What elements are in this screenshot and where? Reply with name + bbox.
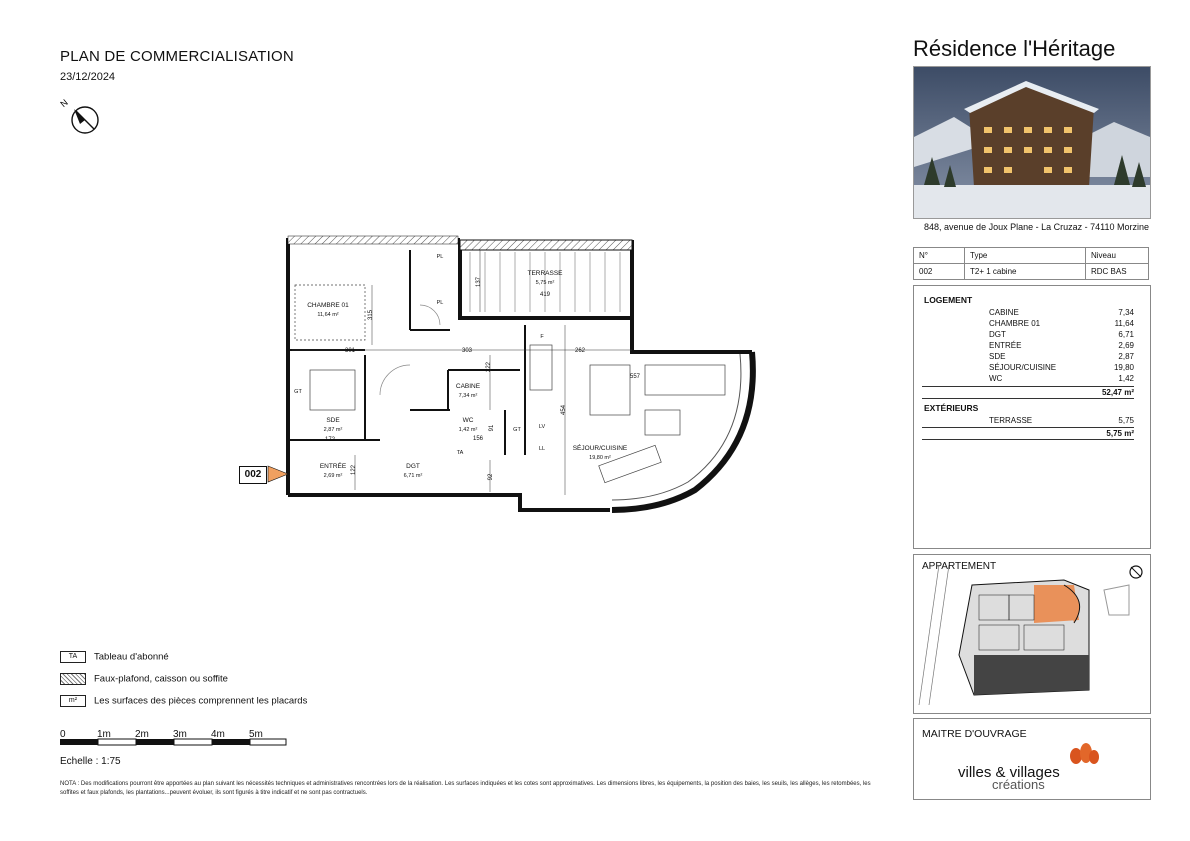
lot-level: RDC BAS: [1086, 264, 1149, 280]
dim-label: 303: [461, 348, 473, 354]
header-type: Type: [965, 248, 1086, 264]
legend-item: TA Tableau d'abonné: [60, 651, 169, 665]
room-label: CHAMBRE 01: [307, 302, 349, 309]
minimap-label: APPARTEMENT: [922, 561, 997, 572]
entry-arrow-icon: [268, 466, 288, 482]
surface-row: WC 1,42: [989, 374, 1134, 383]
legend-box: TA: [60, 651, 86, 663]
lot-number: 002: [914, 264, 965, 280]
surface-row: SDE 2,87: [989, 352, 1134, 361]
room-area: 11,64 m²: [317, 312, 339, 318]
dim-label: 92: [488, 473, 494, 481]
dim-label: 137: [476, 276, 482, 288]
room-label: TERRASSE: [527, 270, 563, 277]
lot-info-table: [913, 247, 1149, 280]
north-label: N: [58, 97, 70, 110]
surface-row: DGT 6,71: [989, 330, 1134, 339]
room-area: 19,80 m²: [589, 455, 611, 461]
scale-label: 4m: [211, 729, 225, 740]
surface-row: CHAMBRE 01 11,64: [989, 319, 1134, 328]
dim-label: 315: [368, 309, 374, 321]
scale-label: 1m: [97, 729, 111, 740]
header-niveau: Niveau: [1086, 248, 1149, 264]
exterieurs-total: 5,75 m²: [922, 427, 1134, 440]
dim-label: 172: [324, 437, 336, 443]
room-label: SÉJOUR/CUISINE: [572, 445, 628, 452]
header-num: N°: [914, 248, 965, 264]
room-label: WC: [462, 417, 474, 424]
legend-item: Faux-plafond, caisson ou soffite: [60, 673, 228, 687]
fixture-label: LV: [538, 424, 546, 430]
surface-row: TERRASSE 5,75: [989, 416, 1134, 425]
room-area: 5,75 m²: [535, 280, 555, 286]
fixture-label: F: [540, 334, 544, 340]
north-compass-icon: [58, 94, 102, 138]
room-label: ENTRÉE: [319, 463, 347, 470]
dim-label: 122: [351, 464, 357, 476]
room-label: CABINE: [455, 383, 481, 390]
dim-label: 222: [486, 361, 492, 373]
fixture-label: GT: [513, 427, 521, 433]
dim-label: 557: [629, 374, 641, 380]
fixture-label: LL: [538, 446, 546, 452]
residence-address: 848, avenue de Joux Plane - La Cruzaz - 74110 Morzine: [924, 222, 1149, 232]
floor-plan: [240, 228, 800, 528]
dim-label: 262: [574, 348, 586, 354]
surface-row: ENTRÉE 2,69: [989, 341, 1134, 350]
dim-label: 156: [472, 436, 484, 442]
logo-subtext: créations: [992, 777, 1045, 792]
exterieurs-title: EXTÉRIEURS: [924, 403, 979, 413]
logement-title: LOGEMENT: [924, 295, 973, 305]
surfaces-panel: [913, 285, 1151, 549]
page-title: PLAN DE COMMERCIALISATION: [60, 48, 294, 65]
legend-box: m²: [60, 695, 86, 707]
room-area: 2,69 m²: [323, 473, 343, 479]
room-label: SDE: [326, 417, 340, 424]
disclaimer-note: NOTA : Des modifications pourront être apportées au plan suivant les nécessités techniques et administratives rencontrées lors de la réalisation. Les surfaces indiquées et les cotes sont approximatives. Les dimensions libres, les équipements, la position des baies, les seuils, les allèges, les retombées, les soffites et faux plafonds, les plantations...peuvent évoluer, ils sont figurés à titre indicatif et ne sont pas contractuels.: [60, 781, 871, 796]
hatch-swatch-icon: [60, 673, 86, 685]
fixture-label: TA: [456, 450, 464, 456]
room-area: 6,71 m²: [403, 473, 423, 479]
room-area: 2,87 m²: [323, 427, 343, 433]
scale-label: 0: [60, 729, 66, 740]
location-minimap: [913, 554, 1151, 714]
logo-text: villes & villages: [958, 764, 1060, 781]
legend-item: m² Les surfaces des pièces comprennent les placards: [60, 695, 307, 709]
maitre-ouvrage-panel: [913, 718, 1151, 800]
scale-ratio: Echelle : 1:75: [60, 756, 121, 767]
dim-label: 419: [539, 292, 551, 298]
scale-label: 2m: [135, 729, 149, 740]
surface-row: CABINE 7,34: [989, 308, 1134, 317]
flame-logo-icon: [1064, 741, 1104, 765]
surface-row: SÉJOUR/CUISINE 19,80: [989, 363, 1134, 372]
room-label: DGT: [406, 463, 420, 470]
building-photo: [913, 66, 1151, 219]
fixture-label: PL: [436, 300, 444, 306]
fixture-label: PL: [436, 254, 444, 260]
dim-label: 454: [561, 404, 567, 416]
maitre-label: MAITRE D'OUVRAGE: [922, 728, 1027, 740]
scale-label: 5m: [249, 729, 263, 740]
room-area: 1,42 m²: [458, 427, 478, 433]
dim-label: 301: [344, 348, 356, 354]
residence-name: Résidence l'Héritage: [913, 36, 1116, 61]
room-area: 7,34 m²: [458, 393, 478, 399]
page-date: 23/12/2024: [60, 71, 116, 83]
dim-label: 91: [489, 424, 495, 432]
lot-type: T2+ 1 cabine: [965, 264, 1086, 280]
scale-label: 3m: [173, 729, 187, 740]
logement-total: 52,47 m²: [922, 386, 1134, 399]
fixture-label: GT: [294, 389, 302, 395]
lot-tag: 002: [239, 466, 267, 484]
